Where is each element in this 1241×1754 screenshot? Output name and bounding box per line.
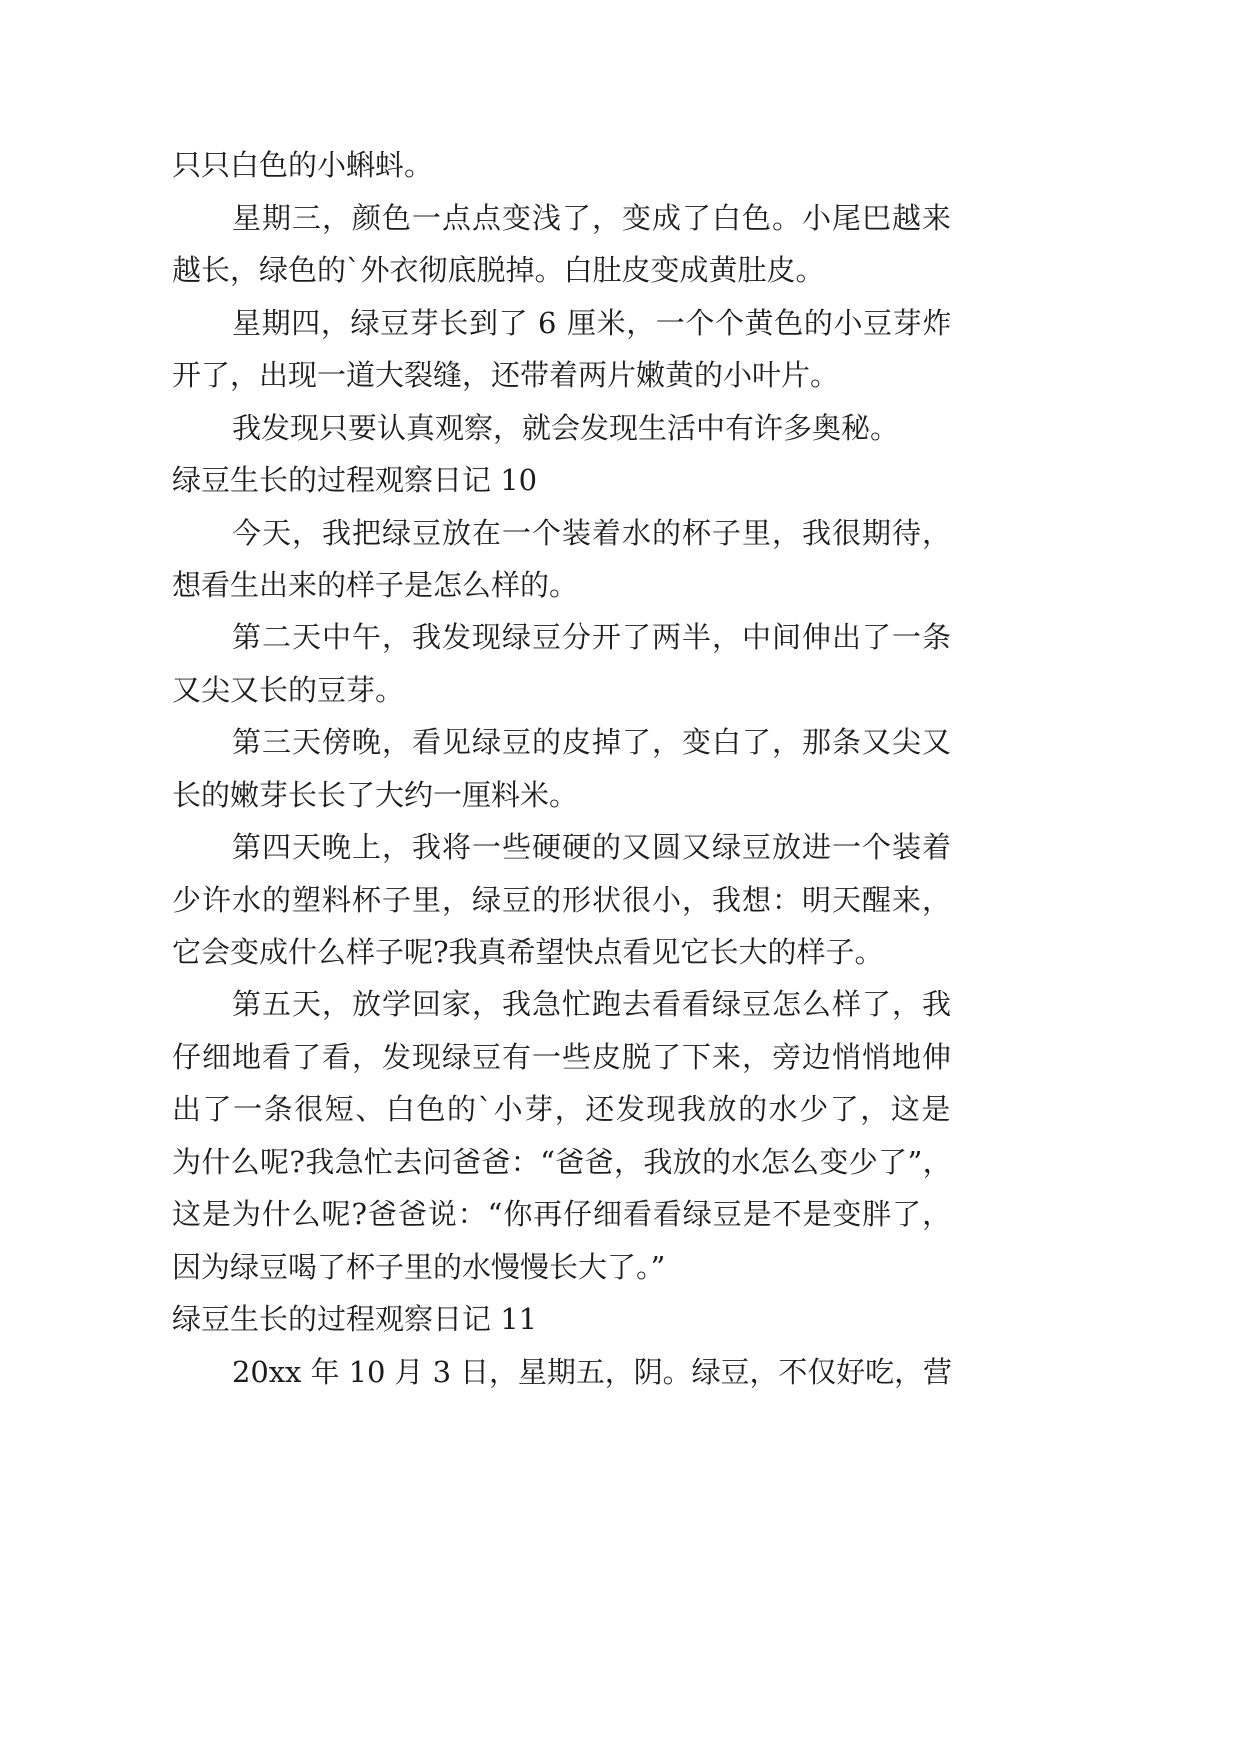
body-line: 它会变成什么样子呢?我真希望快点看见它长大的样子。 xyxy=(172,935,884,969)
body-line: 出了一条很短、白色的`小芽，还发现我放的水少了，这是 xyxy=(172,1092,952,1126)
paragraph-first-line: 星期四，绿豆芽长到了 6 厘米，一个个黄色的小豆芽炸 xyxy=(232,306,953,340)
paragraph-first-line: 今天，我把绿豆放在一个装着水的杯子里，我很期待， xyxy=(232,516,952,550)
body-line: 这是为什么呢?爸爸说：“你再仔细看看绿豆是不是变胖了， xyxy=(172,1197,952,1231)
paragraph-first-line: 第二天中午，我发现绿豆分开了两半，中间伸出了一条 xyxy=(232,620,952,654)
paragraph-first-line: 20xx 年 10 月 3 日，星期五，阴。绿豆，不仅好吃，营 xyxy=(232,1355,952,1389)
body-line: 长的嫩芽长长了大约一厘料米。 xyxy=(172,778,579,812)
paragraph-first-line: 第四天晚上，我将一些硬硬的又圆又绿豆放进一个装着 xyxy=(232,830,952,864)
body-line: 开了，出现一道大裂缝，还带着两片嫩黄的小叶片。 xyxy=(172,358,840,392)
body-line: 越长，绿色的`外衣彻底脱掉。白肚皮变成黄肚皮。 xyxy=(172,253,825,287)
paragraph-first-line: 第五天，放学回家，我急忙跑去看看绿豆怎么样了，我 xyxy=(232,987,952,1021)
body-line: 少许水的塑料杯子里，绿豆的形状很小，我想：明天醒来， xyxy=(172,883,952,917)
paragraph-first-line: 星期三，颜色一点点变浅了，变成了白色。小尾巴越来 xyxy=(232,201,952,235)
body-line: 仔细地看了看，发现绿豆有一些皮脱了下来，旁边悄悄地伸 xyxy=(172,1040,952,1074)
diary-entry-heading: 绿豆生长的过程观察日记 11 xyxy=(172,1302,538,1336)
paragraph-first-line: 我发现只要认真观察，就会发现生活中有许多奥秘。 xyxy=(232,411,900,445)
body-line: 为什么呢?我急忙去问爸爸：“爸爸，我放的水怎么变少了”， xyxy=(172,1145,953,1179)
paragraph-first-line: 第三天傍晚，看见绿豆的皮掉了，变白了，那条又尖又 xyxy=(232,725,952,759)
body-line: 因为绿豆喝了杯子里的水慢慢长大了。” xyxy=(172,1250,666,1284)
body-line: 又尖又长的豆芽。 xyxy=(172,673,405,707)
body-line: 只只白色的小蝌蚪。 xyxy=(172,148,434,182)
diary-entry-heading: 绿豆生长的过程观察日记 10 xyxy=(172,463,538,497)
body-line: 想看生出来的样子是怎么样的。 xyxy=(172,568,579,602)
